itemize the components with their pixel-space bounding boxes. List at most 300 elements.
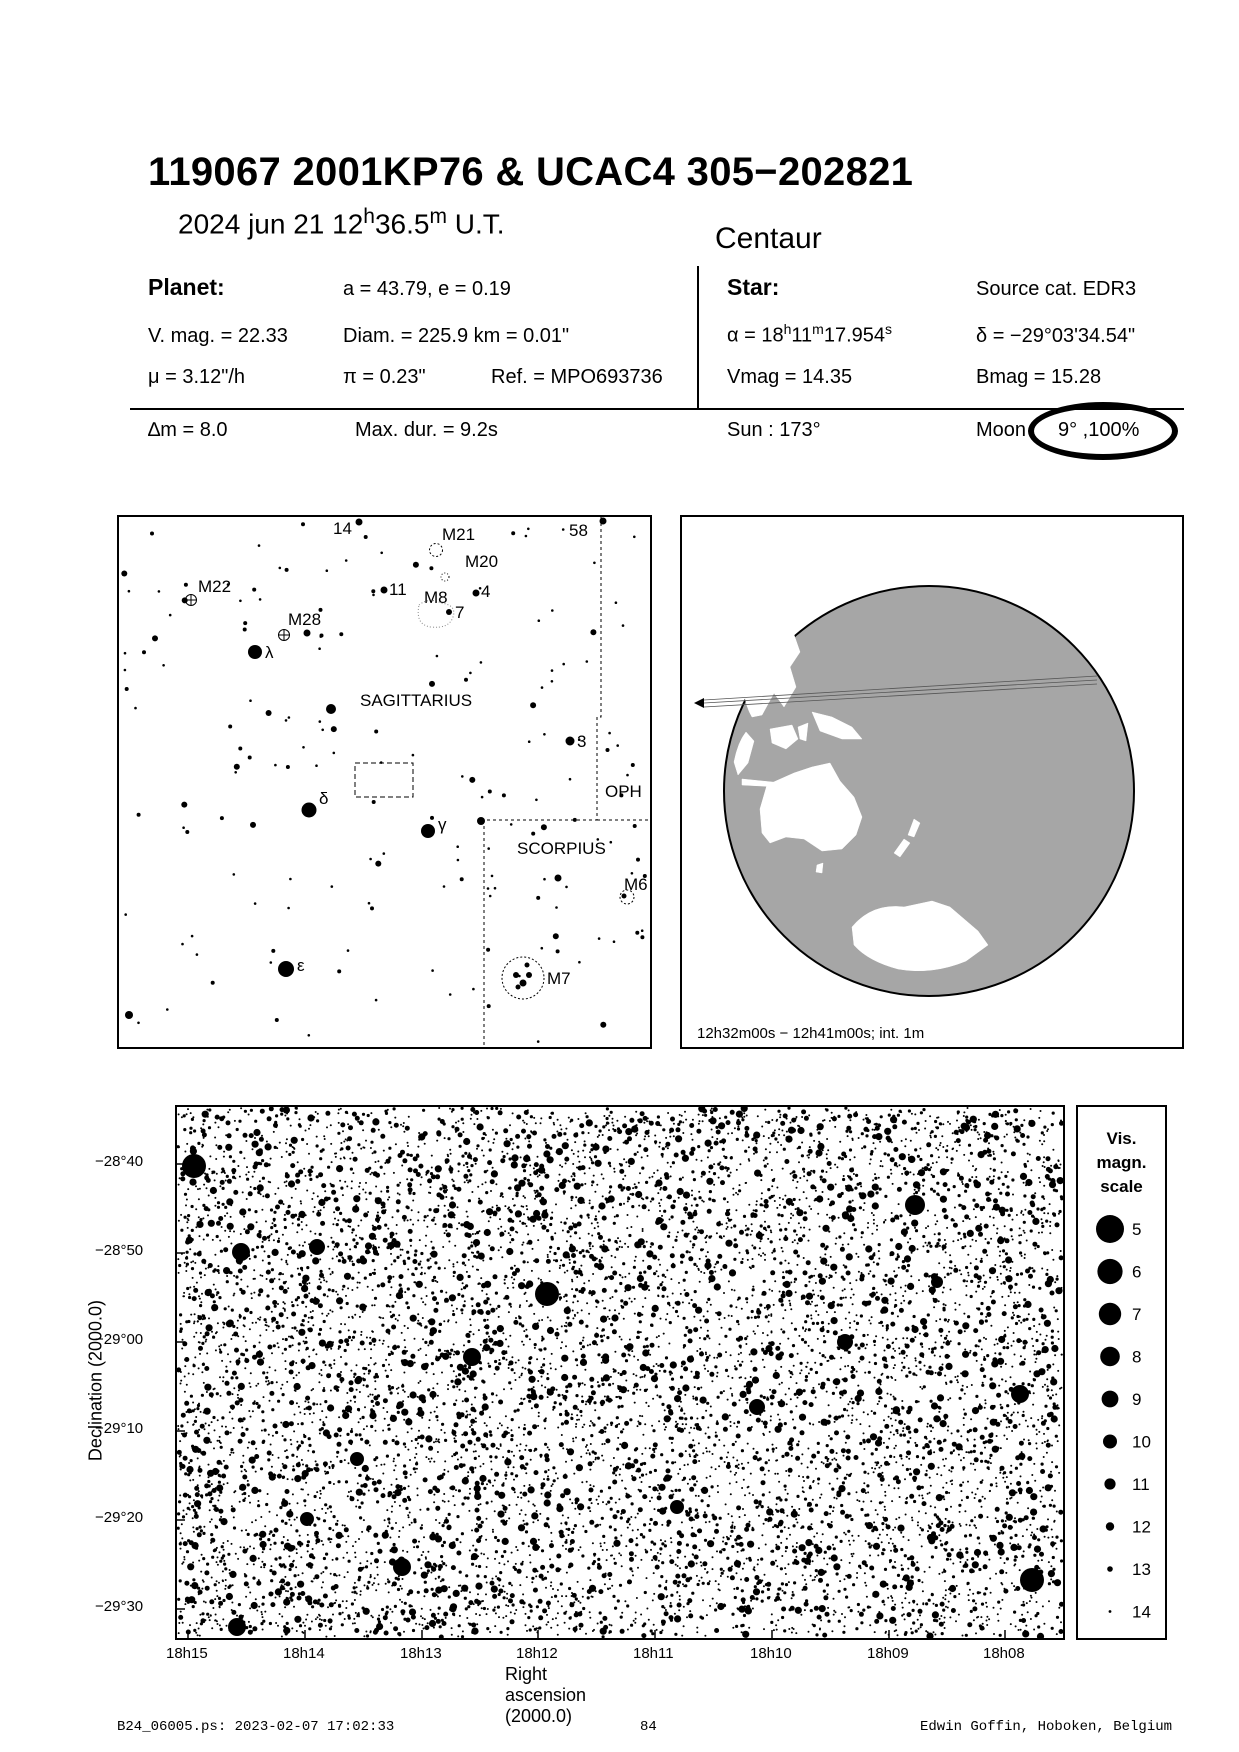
field-star	[382, 1430, 384, 1432]
field-star	[640, 1614, 642, 1616]
field-star	[971, 1176, 973, 1178]
field-star	[606, 1107, 609, 1110]
field-star	[525, 1445, 527, 1447]
field-star	[178, 1428, 180, 1430]
field-star	[883, 1419, 885, 1421]
field-star	[180, 1468, 182, 1470]
field-star	[560, 1259, 562, 1261]
field-star	[198, 1506, 201, 1509]
field-star	[415, 1623, 417, 1625]
field-star	[1041, 1415, 1043, 1417]
field-star	[717, 1372, 719, 1374]
field-star	[293, 1430, 295, 1432]
field-star	[901, 1568, 904, 1571]
field-star	[704, 1114, 707, 1117]
field-star	[262, 1241, 264, 1243]
field-star	[292, 1151, 295, 1154]
field-star	[321, 1374, 323, 1376]
background-star	[319, 720, 322, 723]
field-star	[353, 1330, 356, 1333]
field-star	[927, 1225, 929, 1227]
field-star	[718, 1122, 725, 1129]
field-star	[225, 1144, 232, 1151]
field-star	[422, 1617, 424, 1619]
field-star	[831, 1630, 833, 1632]
field-star	[305, 1337, 307, 1339]
field-star	[178, 1184, 180, 1186]
field-star	[295, 1188, 297, 1190]
field-star	[863, 1244, 865, 1246]
field-star	[884, 1619, 887, 1622]
field-star	[405, 1301, 408, 1304]
label-sagittarius: SAGITTARIUS	[360, 691, 473, 710]
field-star	[836, 1452, 838, 1454]
field-star	[461, 1295, 464, 1298]
field-star	[1046, 1130, 1048, 1132]
field-star	[255, 1448, 257, 1450]
field-star	[375, 1456, 378, 1459]
field-star	[526, 1394, 531, 1399]
field-star	[451, 1179, 453, 1181]
field-star	[1043, 1456, 1045, 1458]
field-star	[882, 1529, 884, 1531]
field-star	[916, 1603, 918, 1605]
field-star	[253, 1547, 255, 1549]
field-star	[959, 1176, 964, 1181]
field-star	[504, 1511, 506, 1513]
dec-tick-3: −29°10	[95, 1420, 144, 1437]
field-star	[519, 1376, 521, 1378]
field-star	[348, 1125, 353, 1130]
field-star	[526, 1225, 528, 1227]
field-star	[510, 1388, 512, 1390]
field-star	[339, 1460, 342, 1463]
field-star	[644, 1138, 646, 1140]
background-star	[374, 730, 378, 734]
field-star	[269, 1391, 274, 1396]
field-star	[689, 1487, 694, 1492]
field-star	[854, 1455, 859, 1460]
field-star	[774, 1280, 776, 1282]
field-star	[698, 1114, 700, 1116]
field-star	[916, 1455, 919, 1458]
field-star	[947, 1121, 949, 1123]
field-star	[378, 1246, 380, 1248]
field-star	[571, 1459, 573, 1461]
field-star	[736, 1434, 741, 1439]
field-star	[505, 1478, 507, 1480]
field-star	[455, 1375, 457, 1377]
background-star	[481, 796, 484, 799]
field-star	[422, 1109, 425, 1112]
field-star	[334, 1246, 336, 1248]
field-star	[1020, 1629, 1022, 1631]
field-star	[1060, 1164, 1062, 1166]
field-star	[820, 1243, 825, 1248]
field-star	[798, 1335, 800, 1337]
field-star	[204, 1274, 206, 1276]
field-star	[645, 1447, 647, 1449]
field-star	[179, 1579, 182, 1582]
field-star	[272, 1592, 274, 1594]
field-star	[885, 1631, 887, 1633]
field-star	[907, 1283, 914, 1290]
background-star	[555, 906, 558, 909]
field-star	[607, 1572, 612, 1577]
field-star	[783, 1591, 786, 1594]
field-star	[936, 1182, 939, 1185]
field-star	[861, 1344, 863, 1346]
field-star	[663, 1370, 666, 1373]
x-axis-label: Right ascension (2000.0)	[505, 1664, 587, 1726]
field-star	[940, 1540, 942, 1542]
field-star	[1037, 1419, 1039, 1421]
label-7: 7	[455, 603, 465, 622]
field-star	[865, 1347, 867, 1349]
field-star	[218, 1582, 220, 1584]
field-star	[585, 1325, 588, 1328]
field-star	[347, 1218, 352, 1223]
field-star	[683, 1192, 690, 1199]
field-star	[578, 1382, 580, 1384]
field-star	[401, 1409, 408, 1416]
field-star	[365, 1565, 368, 1568]
field-star	[179, 1177, 181, 1179]
field-star	[709, 1521, 711, 1523]
field-star	[685, 1212, 687, 1214]
field-star	[877, 1554, 879, 1556]
field-star	[613, 1125, 615, 1127]
field-star	[660, 1575, 663, 1578]
field-star	[930, 1166, 932, 1168]
field-star	[306, 1224, 308, 1226]
field-star	[243, 1492, 246, 1495]
field-star	[1020, 1340, 1022, 1342]
date-text: 2024 jun 21 12	[178, 208, 364, 240]
field-star	[1017, 1502, 1019, 1504]
field-star	[986, 1624, 988, 1626]
field-star	[901, 1602, 903, 1604]
field-star	[479, 1367, 482, 1370]
field-star	[775, 1545, 780, 1550]
background-star	[491, 875, 494, 878]
field-star	[559, 1293, 561, 1295]
field-star	[884, 1195, 887, 1198]
field-star	[934, 1135, 937, 1138]
field-star	[742, 1508, 744, 1510]
field-star	[438, 1439, 440, 1441]
field-star	[986, 1312, 991, 1317]
star-ra-h: h	[783, 321, 792, 337]
field-star	[223, 1560, 225, 1562]
field-star	[661, 1219, 664, 1222]
field-star	[777, 1141, 779, 1143]
field-star	[489, 1631, 491, 1633]
field-star	[653, 1624, 655, 1626]
field-star	[391, 1305, 394, 1308]
field-star	[216, 1173, 218, 1175]
field-star	[244, 1110, 247, 1113]
field-star	[706, 1451, 708, 1453]
field-star	[1019, 1463, 1022, 1466]
field-star	[660, 1199, 662, 1201]
field-star	[690, 1427, 692, 1429]
field-star	[770, 1395, 775, 1400]
field-star	[268, 1325, 270, 1327]
field-star	[489, 1257, 492, 1260]
field-star	[520, 1156, 522, 1158]
field-star	[358, 1225, 360, 1227]
field-star	[488, 1365, 491, 1368]
background-star	[541, 947, 544, 950]
field-star	[200, 1411, 202, 1413]
field-star	[407, 1514, 409, 1516]
field-star	[936, 1117, 938, 1119]
field-star	[584, 1140, 586, 1142]
field-star	[230, 1216, 232, 1218]
field-star	[707, 1330, 709, 1332]
field-star	[451, 1380, 454, 1383]
field-star	[187, 1563, 194, 1570]
field-star	[457, 1635, 459, 1637]
field-star	[265, 1503, 268, 1506]
field-star	[269, 1511, 271, 1513]
field-star	[908, 1371, 911, 1374]
field-star	[219, 1436, 221, 1438]
label-m21: M21	[442, 525, 476, 544]
field-star	[707, 1436, 710, 1439]
field-star	[613, 1540, 620, 1547]
field-star	[920, 1369, 922, 1371]
field-star	[372, 1152, 374, 1154]
field-star	[603, 1115, 605, 1117]
field-star	[939, 1318, 941, 1320]
field-star	[831, 1521, 833, 1523]
field-star	[1027, 1160, 1029, 1162]
field-star	[648, 1289, 650, 1291]
field-star	[814, 1362, 816, 1364]
background-star	[337, 969, 341, 973]
field-star	[942, 1459, 944, 1461]
field-star	[189, 1127, 192, 1130]
field-star	[187, 1108, 189, 1110]
field-star	[669, 1559, 674, 1564]
field-star	[698, 1269, 700, 1271]
field-star	[711, 1136, 713, 1138]
field-star	[606, 1549, 608, 1551]
field-star	[693, 1376, 696, 1379]
field-star	[602, 1195, 604, 1197]
field-star	[875, 1448, 878, 1451]
field-star	[467, 1497, 470, 1500]
field-star	[284, 1303, 286, 1305]
field-star	[251, 1297, 253, 1299]
field-star	[371, 1172, 373, 1174]
field-star	[344, 1527, 349, 1532]
field-star	[323, 1519, 326, 1522]
field-star	[868, 1273, 870, 1275]
field-star	[229, 1454, 231, 1456]
field-star	[252, 1141, 259, 1148]
field-star	[939, 1144, 941, 1146]
field-star	[717, 1311, 722, 1316]
field-star	[363, 1519, 365, 1521]
field-star	[471, 1424, 473, 1426]
sky-finder-chart	[117, 515, 652, 1049]
field-star	[962, 1481, 964, 1483]
field-star	[682, 1121, 684, 1123]
field-star	[1018, 1304, 1021, 1307]
field-star	[658, 1420, 660, 1422]
field-star	[252, 1410, 254, 1412]
field-star	[319, 1258, 321, 1260]
field-star	[622, 1178, 624, 1180]
background-star	[158, 590, 161, 593]
field-star	[981, 1348, 983, 1350]
field-star	[270, 1579, 273, 1582]
background-star	[169, 614, 172, 617]
field-star	[856, 1491, 858, 1493]
field-star	[445, 1617, 447, 1619]
field-star	[1060, 1539, 1063, 1542]
field-star	[797, 1181, 799, 1183]
field-star	[1031, 1597, 1033, 1599]
field-star	[729, 1414, 731, 1416]
field-star	[625, 1545, 627, 1547]
field-star	[943, 1570, 946, 1573]
field-star	[275, 1431, 278, 1434]
field-star	[1015, 1322, 1018, 1325]
field-star	[334, 1218, 336, 1220]
field-star	[1039, 1334, 1041, 1336]
field-star	[831, 1554, 838, 1561]
field-star	[870, 1323, 872, 1325]
field-star	[243, 1216, 245, 1218]
field-star	[1027, 1425, 1029, 1427]
field-star	[659, 1210, 661, 1212]
field-star	[714, 1365, 717, 1368]
field-star	[618, 1372, 620, 1374]
field-star	[781, 1247, 783, 1249]
field-star	[1010, 1544, 1017, 1551]
field-star	[253, 1269, 255, 1271]
field-star	[487, 1319, 489, 1321]
field-star	[781, 1382, 783, 1384]
field-star	[291, 1197, 293, 1199]
field-star	[532, 1568, 537, 1573]
field-star	[826, 1444, 829, 1447]
field-star	[851, 1553, 853, 1555]
earth-globe-panel	[680, 515, 1184, 1049]
field-star	[793, 1524, 796, 1527]
field-star	[1059, 1210, 1062, 1213]
field-star	[850, 1518, 853, 1521]
field-star	[682, 1583, 684, 1585]
field-star	[711, 1485, 714, 1488]
field-star	[222, 1203, 225, 1206]
field-star	[867, 1413, 869, 1415]
field-star	[747, 1259, 749, 1261]
field-star	[898, 1267, 900, 1269]
field-star	[629, 1298, 631, 1300]
field-star	[771, 1119, 773, 1121]
field-star	[579, 1624, 582, 1627]
field-star	[181, 1523, 183, 1525]
ra-tick-4: 18h11	[633, 1645, 674, 1662]
field-star	[870, 1152, 873, 1155]
field-star	[602, 1300, 604, 1302]
field-star	[650, 1454, 655, 1459]
field-star	[192, 1402, 194, 1404]
field-star	[331, 1190, 336, 1195]
field-star	[468, 1440, 473, 1445]
field-star	[301, 1301, 304, 1304]
field-star	[992, 1290, 995, 1293]
field-star	[239, 1176, 241, 1178]
field-star	[918, 1609, 923, 1614]
field-star	[382, 1473, 384, 1475]
field-star	[1010, 1267, 1012, 1269]
field-star	[563, 1474, 568, 1479]
field-star	[506, 1359, 508, 1361]
field-star	[247, 1447, 249, 1449]
field-star	[573, 1627, 578, 1632]
field-star	[560, 1347, 562, 1349]
field-star	[1044, 1384, 1046, 1386]
field-star	[741, 1463, 743, 1465]
field-star	[984, 1427, 987, 1430]
field-star	[598, 1202, 605, 1209]
field-star	[359, 1516, 362, 1519]
field-star	[598, 1431, 600, 1433]
field-star	[591, 1184, 593, 1186]
field-star	[669, 1218, 671, 1220]
field-star	[264, 1611, 266, 1613]
field-star	[250, 1555, 257, 1562]
field-star	[504, 1205, 506, 1207]
field-star	[876, 1263, 879, 1266]
field-star	[443, 1320, 445, 1322]
field-star	[974, 1265, 979, 1270]
field-star	[803, 1587, 805, 1589]
field-star	[264, 1525, 266, 1527]
field-star	[788, 1468, 793, 1473]
field-star	[429, 1461, 431, 1463]
field-star	[993, 1157, 996, 1160]
field-star	[557, 1612, 559, 1614]
field-star	[427, 1215, 429, 1217]
field-star	[786, 1403, 788, 1405]
field-star	[248, 1586, 250, 1588]
field-star	[248, 1208, 251, 1211]
field-star	[571, 1280, 573, 1282]
dec-tick-4: −29°20	[95, 1509, 144, 1526]
field-star	[510, 1138, 513, 1141]
background-star	[525, 535, 528, 538]
field-star	[604, 1542, 606, 1544]
field-star	[891, 1606, 896, 1611]
field-star	[385, 1359, 387, 1361]
field-star	[1037, 1245, 1040, 1248]
field-star	[269, 1530, 272, 1533]
field-star	[538, 1412, 540, 1414]
field-star	[418, 1430, 420, 1432]
field-star	[240, 1546, 242, 1548]
field-star	[506, 1627, 509, 1630]
field-star	[947, 1607, 949, 1609]
field-star	[781, 1616, 784, 1619]
field-star	[798, 1514, 800, 1516]
